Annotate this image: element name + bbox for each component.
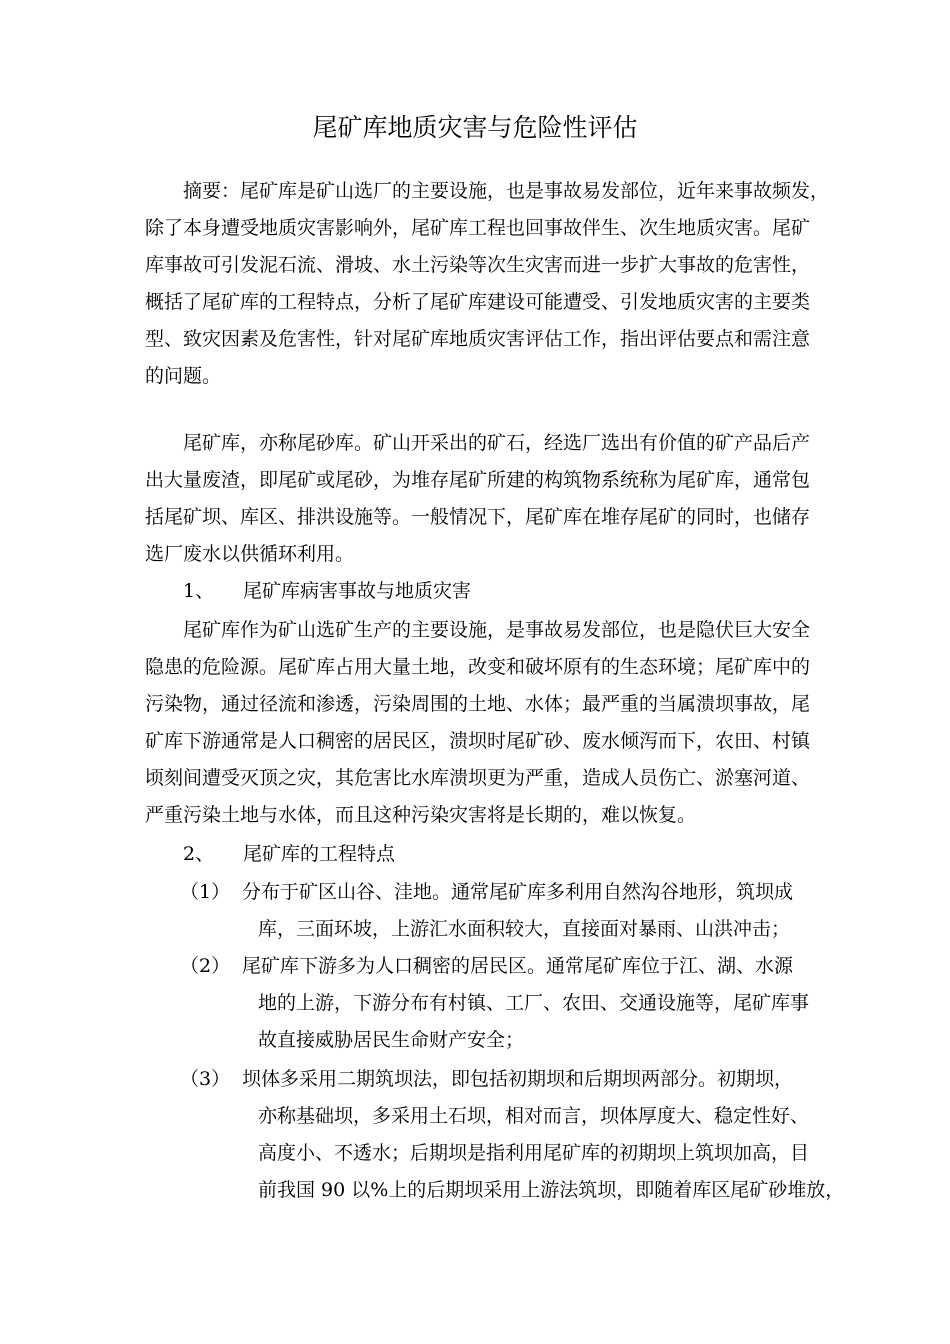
text-line: 选厂废水以供循环利用。 (145, 543, 355, 565)
text-line: 矿库下游通常是人口稠密的居民区，溃坝时尾矿砂、废水倾泻而下，农田、村镇 (145, 730, 811, 752)
item-text: 尾矿库下游多为人口稠密的居民区。通常尾矿库位于江、湖、水源 (242, 955, 794, 977)
text-line: 除了本身遭受地质灾害影响外，尾矿库工程也回事故伴生、次生地质灾害。尾矿 (145, 217, 811, 239)
item-number: （1） (180, 881, 231, 903)
text-line: 摘要：尾矿库是矿山选厂的主要设施，也是事故易发部位，近年来事故频发， (183, 180, 830, 202)
text-line: 出大量废渣，即尾矿或尾砂，为堆存尾矿所建的构筑物系统称为尾矿库，通常包 (145, 469, 811, 491)
text-line: 括尾矿坝、库区、排洪设施等。一般情况下，尾矿库在堆存尾矿的同时，也储存 (145, 506, 811, 528)
text-line: 污染物，通过径流和渗透，污染周围的土地、水体；最严重的当属溃坝事故，尾 (145, 693, 811, 715)
text-line: 严重污染土地与水体，而且这种污染灾害将是长期的，难以恢复。 (145, 804, 697, 826)
section-heading (183, 839, 395, 869)
section-number: 2、 (183, 843, 215, 865)
text-line: 型、致灾因素及危害性，针对尾矿库地质灾害评估工作，指出评估要点和需注意 (145, 328, 811, 350)
list-item (180, 877, 793, 907)
document-title: 尾矿库地质灾害与危险性评估 (312, 113, 638, 142)
list-item (180, 1064, 793, 1094)
section-number: 1、 (183, 580, 215, 602)
text-line: 亦称基础坝，多采用土石坝，相对而言，坝体厚度大、稳定性好、 (258, 1105, 810, 1127)
item-number: （3） (180, 1068, 231, 1090)
item-text: 分布于矿区山谷、洼地。通常尾矿库多利用自然沟谷地形，筑坝成 (242, 881, 794, 903)
list-item (180, 951, 793, 981)
section-title: 尾矿库病害事故与地质灾害 (243, 580, 472, 602)
item-number: （2） (180, 955, 231, 977)
text-line: 顷刻间遭受灭顶之灾，其危害比水库溃坝更为严重，造成人员伤亡、淤塞河道、 (145, 767, 811, 789)
text-line: 的问题。 (145, 365, 222, 387)
text-line: 前我国 90 以%上的后期坝采用上游法筑坝，即随着库区尾矿砂堆放， (258, 1179, 845, 1201)
text-line: 概括了尾矿库的工程特点，分析了尾矿库建设可能遭受、引发地质灾害的主要类 (145, 291, 811, 313)
text-line: 故直接威胁居民生命财产安全； (258, 1029, 525, 1051)
text-line: 库，三面环坡，上游汇水面积较大，直接面对暴雨、山洪冲击； (258, 918, 791, 940)
item-text: 坝体多采用二期筑坝法，即包括初期坝和后期坝两部分。初期坝， (242, 1068, 794, 1090)
text-line: 库事故可引发泥石流、滑坡、水土污染等次生灾害而进一步扩大事故的危害性， (145, 254, 811, 276)
text-line: 尾矿库，亦称尾砂库。矿山开采出的矿石，经选厂选出有价值的矿产品后产 (183, 432, 811, 454)
section-heading (183, 576, 471, 606)
text-line: 地的上游，下游分布有村镇、工厂、农田、交通设施等，尾矿库事 (258, 992, 810, 1014)
section-title: 尾矿库的工程特点 (243, 843, 396, 865)
text-line: 高度小、不透水；后期坝是指利用尾矿库的初期坝上筑坝加高，目 (258, 1142, 810, 1164)
text-line: 尾矿库作为矿山选矿生产的主要设施，是事故易发部位，也是隐伏巨大安全 (183, 619, 811, 641)
text-line: 隐患的危险源。尾矿库占用大量土地，改变和破坏原有的生态环境；尾矿库中的 (145, 656, 811, 678)
